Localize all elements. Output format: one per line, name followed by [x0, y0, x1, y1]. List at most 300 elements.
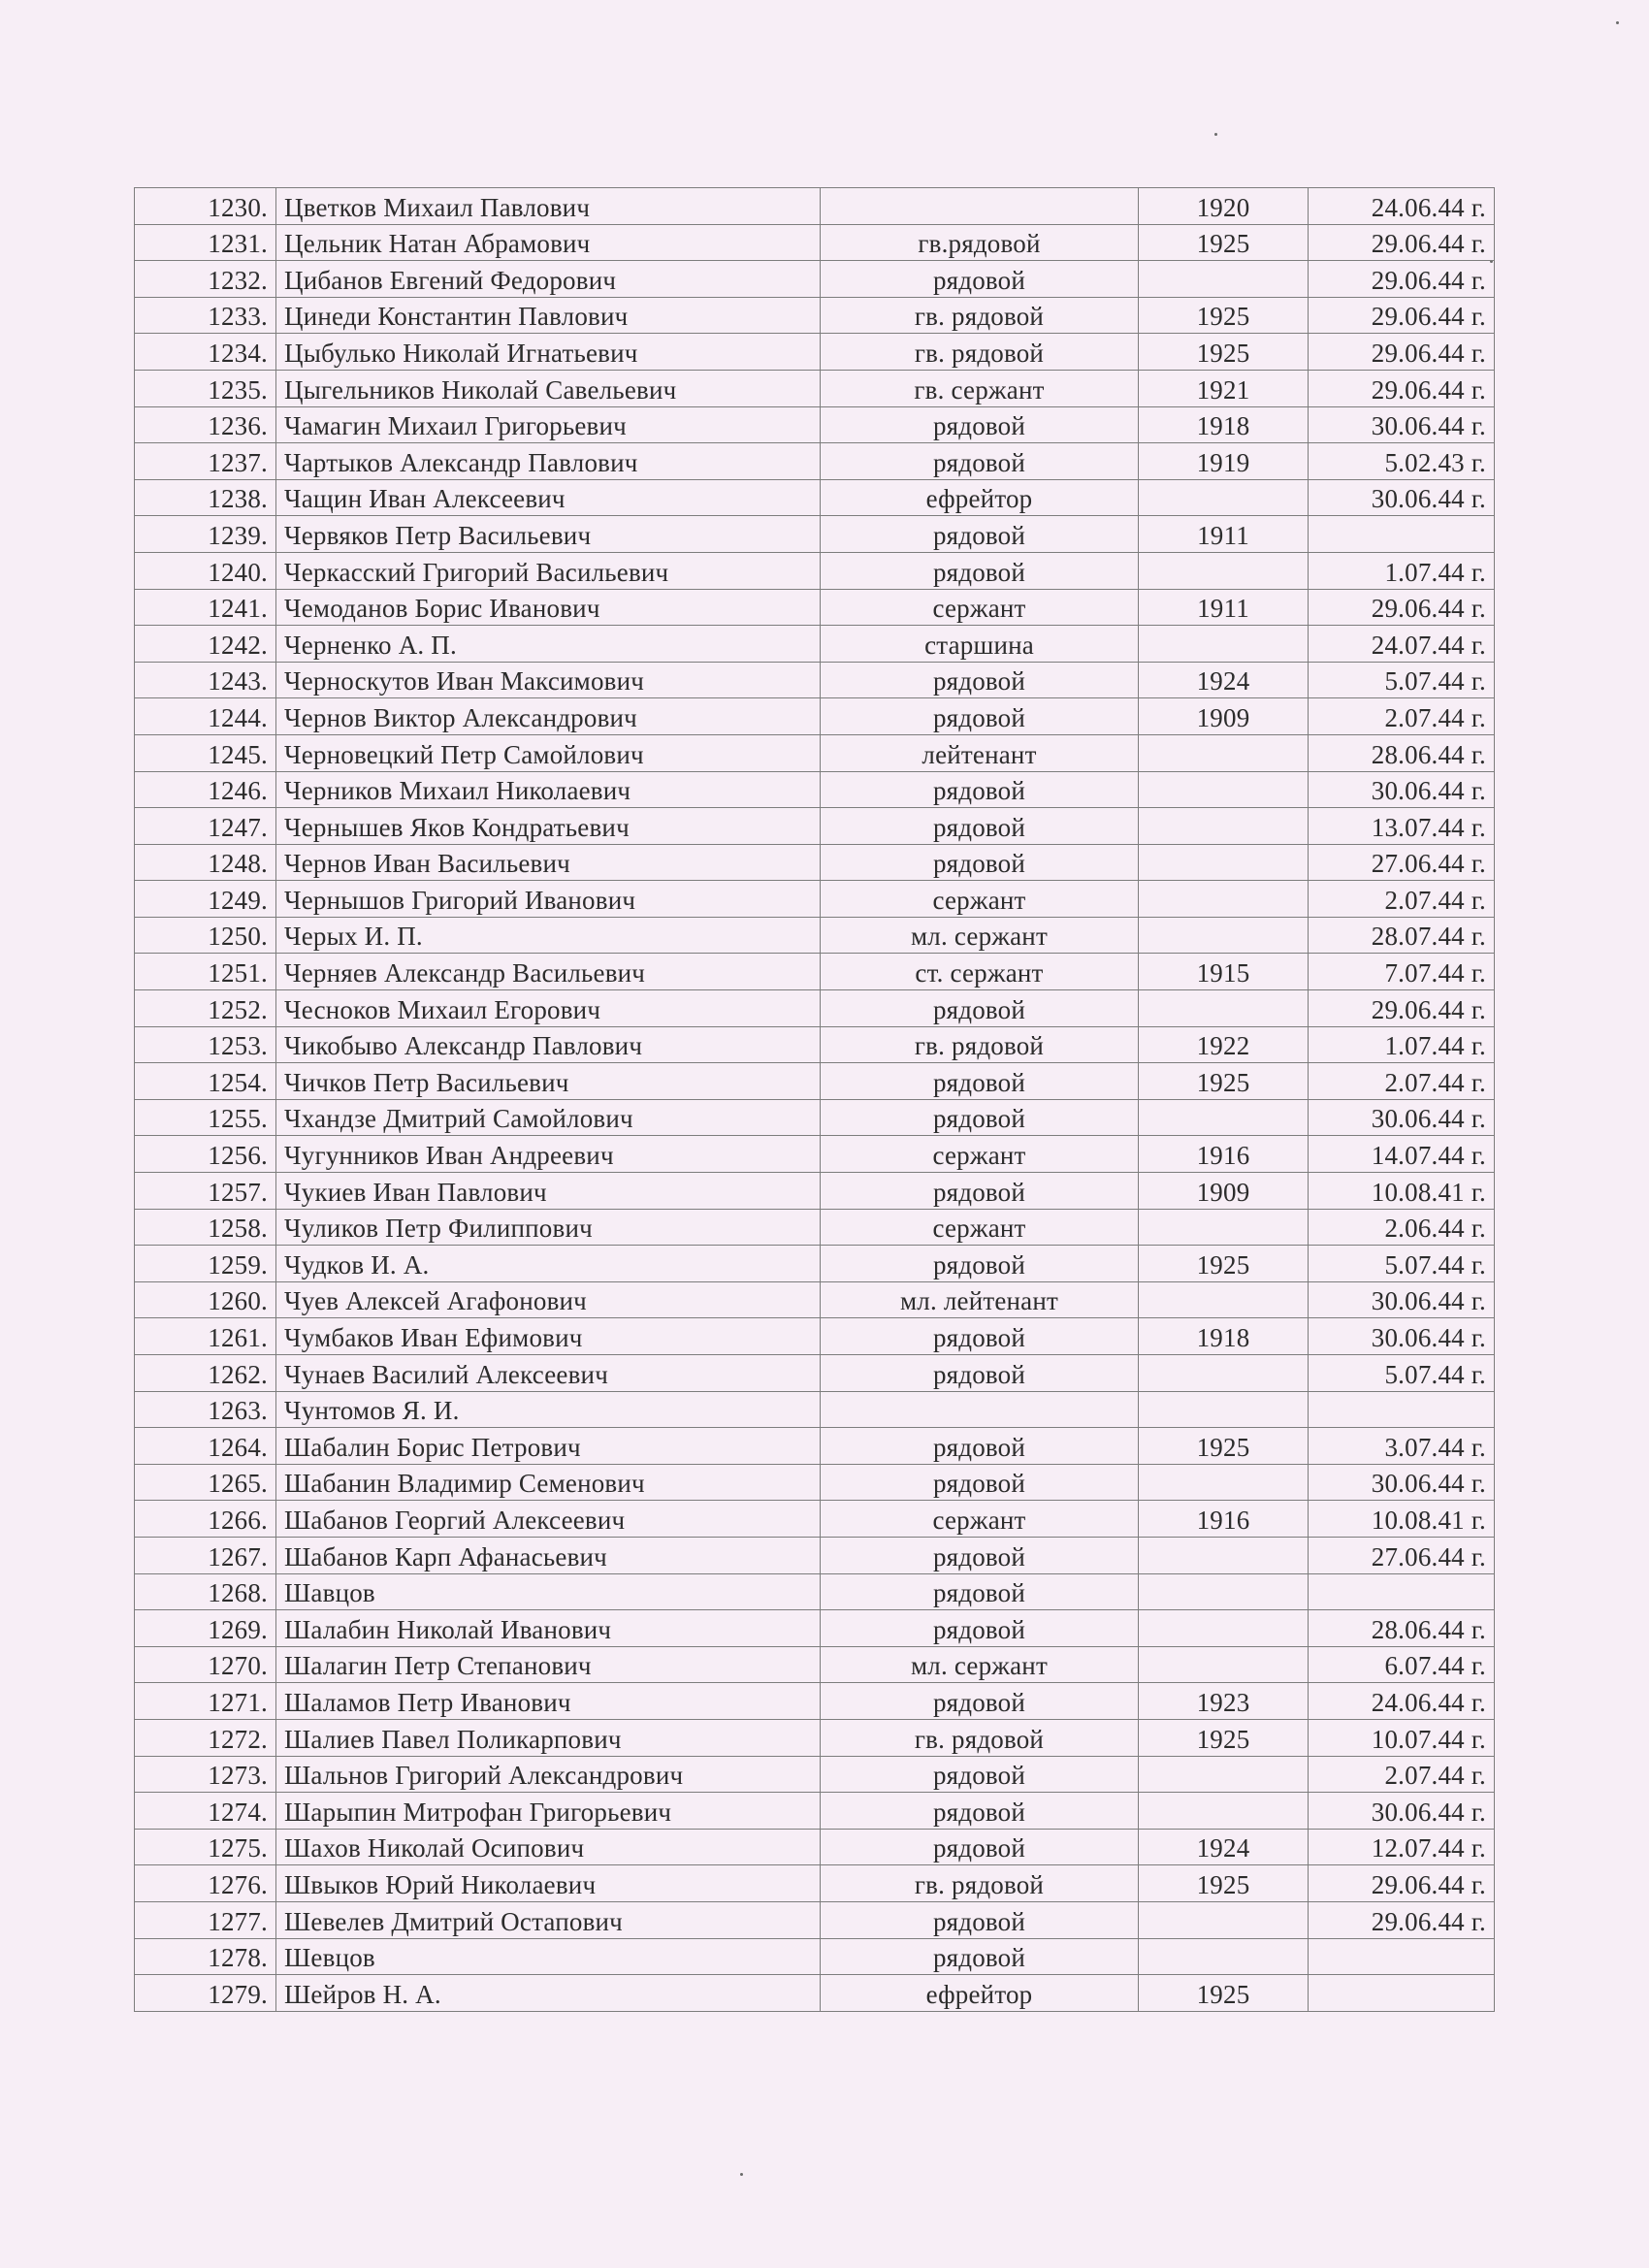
person-name-cell: Чукиев Иван Павлович	[276, 1173, 821, 1210]
record-number-cell: 1266.	[135, 1501, 276, 1538]
birth-year-cell	[1139, 1281, 1309, 1318]
person-name-cell: Шейров Н. А.	[276, 1975, 821, 2012]
person-name-cell: Цибанов Евгений Федорович	[276, 261, 821, 298]
military-rank-cell: рядовой	[821, 443, 1139, 480]
military-rank-cell: гв. рядовой	[821, 1026, 1139, 1063]
birth-year-cell: 1925	[1139, 1246, 1309, 1282]
birth-year-cell	[1139, 808, 1309, 845]
table-row	[135, 1281, 1495, 1318]
event-date-cell	[1309, 516, 1495, 553]
record-number-cell: 1278.	[135, 1938, 276, 1975]
person-name-cell: Цыбулько Николай Игнатьевич	[276, 334, 821, 371]
event-date-cell: 5.07.44 г.	[1309, 662, 1495, 698]
record-number-cell: 1231.	[135, 224, 276, 261]
event-date-cell: 29.06.44 г.	[1309, 370, 1495, 406]
record-number-cell: 1274.	[135, 1793, 276, 1830]
event-date-cell: 30.06.44 г.	[1309, 1281, 1495, 1318]
military-rank-cell: рядовой	[821, 1901, 1139, 1938]
person-name-cell: Чернышов Григорий Иванович	[276, 881, 821, 918]
birth-year-cell: 1924	[1139, 1829, 1309, 1865]
event-date-cell: 10.08.41 г.	[1309, 1501, 1495, 1538]
person-name-cell: Цыгельников Николай Савельевич	[276, 370, 821, 406]
birth-year-cell: 1919	[1139, 443, 1309, 480]
record-number-cell: 1257.	[135, 1173, 276, 1210]
record-number-cell: 1275.	[135, 1829, 276, 1865]
event-date-cell: 27.06.44 г.	[1309, 844, 1495, 881]
event-date-cell: 30.06.44 г.	[1309, 1099, 1495, 1136]
event-date-cell: 29.06.44 г.	[1309, 990, 1495, 1027]
event-date-cell: 24.06.44 г.	[1309, 188, 1495, 225]
military-rank-cell: лейтенант	[821, 734, 1139, 771]
table-row	[135, 406, 1495, 443]
person-name-cell: Швыков Юрий Николаевич	[276, 1865, 821, 1902]
record-number-cell: 1251.	[135, 954, 276, 990]
person-name-cell: Шалабин Николай Иванович	[276, 1610, 821, 1647]
event-date-cell: 2.07.44 г.	[1309, 881, 1495, 918]
record-number-cell: 1263.	[135, 1391, 276, 1428]
birth-year-cell	[1139, 1646, 1309, 1683]
event-date-cell: 2.07.44 г.	[1309, 1063, 1495, 1100]
event-date-cell: 30.06.44 г.	[1309, 1318, 1495, 1355]
event-date-cell: 29.06.44 г.	[1309, 1865, 1495, 1902]
table-row	[135, 1501, 1495, 1538]
birth-year-cell: 1909	[1139, 1173, 1309, 1210]
table-row	[135, 1683, 1495, 1720]
person-name-cell: Чунаев Василий Алексеевич	[276, 1355, 821, 1392]
table-row	[135, 1793, 1495, 1830]
military-rank-cell: рядовой	[821, 1793, 1139, 1830]
record-number-cell: 1248.	[135, 844, 276, 881]
military-rank-cell: гв. рядовой	[821, 334, 1139, 371]
birth-year-cell	[1139, 1756, 1309, 1793]
event-date-cell: 29.06.44 г.	[1309, 224, 1495, 261]
military-rank-cell: старшина	[821, 626, 1139, 663]
event-date-cell: 3.07.44 г.	[1309, 1428, 1495, 1465]
person-name-cell: Червяков Петр Васильевич	[276, 516, 821, 553]
military-rank-cell: гв. рядовой	[821, 297, 1139, 334]
person-name-cell: Чернов Иван Васильевич	[276, 844, 821, 881]
military-rank-cell: рядовой	[821, 1938, 1139, 1975]
birth-year-cell	[1139, 881, 1309, 918]
military-rank-cell: сержант	[821, 1136, 1139, 1173]
event-date-cell: 2.07.44 г.	[1309, 1756, 1495, 1793]
military-rank-cell: рядовой	[821, 1355, 1139, 1392]
table-row	[135, 1063, 1495, 1100]
record-number-cell: 1233.	[135, 297, 276, 334]
event-date-cell: 27.06.44 г.	[1309, 1537, 1495, 1573]
record-number-cell: 1258.	[135, 1209, 276, 1246]
person-name-cell: Цинеди Константин Павлович	[276, 297, 821, 334]
birth-year-cell: 1924	[1139, 662, 1309, 698]
table-row	[135, 1464, 1495, 1501]
person-name-cell: Шабалин Борис Петрович	[276, 1428, 821, 1465]
roster-table	[134, 187, 1495, 2012]
birth-year-cell	[1139, 1537, 1309, 1573]
military-rank-cell: рядовой	[821, 1683, 1139, 1720]
table-row	[135, 1756, 1495, 1793]
event-date-cell: 28.06.44 г.	[1309, 1610, 1495, 1647]
birth-year-cell	[1139, 1793, 1309, 1830]
event-date-cell: 29.06.44 г.	[1309, 1901, 1495, 1938]
event-date-cell: 24.07.44 г.	[1309, 626, 1495, 663]
person-name-cell: Шабанин Владимир Семенович	[276, 1464, 821, 1501]
table-row	[135, 1719, 1495, 1756]
record-number-cell: 1252.	[135, 990, 276, 1027]
birth-year-cell: 1925	[1139, 1865, 1309, 1902]
military-rank-cell: рядовой	[821, 1099, 1139, 1136]
event-date-cell: 1.07.44 г.	[1309, 552, 1495, 589]
birth-year-cell: 1925	[1139, 1975, 1309, 2012]
scan-speck	[1616, 21, 1619, 24]
person-name-cell: Шахов Николай Осипович	[276, 1829, 821, 1865]
military-rank-cell: мл. сержант	[821, 1646, 1139, 1683]
birth-year-cell: 1925	[1139, 334, 1309, 371]
person-name-cell: Черненко А. П.	[276, 626, 821, 663]
person-name-cell: Шавцов	[276, 1573, 821, 1610]
table-row	[135, 844, 1495, 881]
record-number-cell: 1241.	[135, 589, 276, 626]
event-date-cell	[1309, 1975, 1495, 2012]
birth-year-cell: 1911	[1139, 589, 1309, 626]
birth-year-cell	[1139, 844, 1309, 881]
military-rank-cell: сержант	[821, 1501, 1139, 1538]
record-number-cell: 1261.	[135, 1318, 276, 1355]
record-number-cell: 1262.	[135, 1355, 276, 1392]
military-rank-cell: рядовой	[821, 1537, 1139, 1573]
military-rank-cell: рядовой	[821, 662, 1139, 698]
birth-year-cell: 1918	[1139, 406, 1309, 443]
table-row	[135, 662, 1495, 698]
record-number-cell: 1279.	[135, 1975, 276, 2012]
table-row	[135, 771, 1495, 808]
table-row	[135, 297, 1495, 334]
event-date-cell: 30.06.44 г.	[1309, 406, 1495, 443]
record-number-cell: 1253.	[135, 1026, 276, 1063]
person-name-cell: Черновецкий Петр Самойлович	[276, 734, 821, 771]
table-row	[135, 1646, 1495, 1683]
birth-year-cell	[1139, 1099, 1309, 1136]
event-date-cell: 28.06.44 г.	[1309, 734, 1495, 771]
table-row	[135, 1938, 1495, 1975]
table-row	[135, 1136, 1495, 1173]
scan-speck	[1214, 133, 1217, 136]
birth-year-cell	[1139, 1573, 1309, 1610]
birth-year-cell	[1139, 1901, 1309, 1938]
table-row	[135, 370, 1495, 406]
record-number-cell: 1243.	[135, 662, 276, 698]
event-date-cell: 30.06.44 г.	[1309, 1464, 1495, 1501]
military-rank-cell: гв. сержант	[821, 370, 1139, 406]
record-number-cell: 1236.	[135, 406, 276, 443]
record-number-cell: 1244.	[135, 698, 276, 735]
birth-year-cell	[1139, 552, 1309, 589]
table-row	[135, 1573, 1495, 1610]
military-rank-cell: рядовой	[821, 1610, 1139, 1647]
event-date-cell: 6.07.44 г.	[1309, 1646, 1495, 1683]
event-date-cell: 10.08.41 г.	[1309, 1173, 1495, 1210]
person-name-cell: Чикобыво Александр Павлович	[276, 1026, 821, 1063]
military-rank-cell: ст. сержант	[821, 954, 1139, 990]
birth-year-cell: 1921	[1139, 370, 1309, 406]
person-name-cell: Черноскутов Иван Максимович	[276, 662, 821, 698]
birth-year-cell	[1139, 990, 1309, 1027]
record-number-cell: 1249.	[135, 881, 276, 918]
person-name-cell: Чудков И. А.	[276, 1246, 821, 1282]
table-row	[135, 1901, 1495, 1938]
record-number-cell: 1265.	[135, 1464, 276, 1501]
person-name-cell: Цветков Михаил Павлович	[276, 188, 821, 225]
military-rank-cell: рядовой	[821, 698, 1139, 735]
military-rank-cell: сержант	[821, 589, 1139, 626]
table-row	[135, 1026, 1495, 1063]
event-date-cell: 24.06.44 г.	[1309, 1683, 1495, 1720]
table-row	[135, 734, 1495, 771]
table-row	[135, 261, 1495, 298]
person-name-cell: Чуев Алексей Агафонович	[276, 1281, 821, 1318]
person-name-cell: Чесноков Михаил Егорович	[276, 990, 821, 1027]
table-row	[135, 1209, 1495, 1246]
birth-year-cell	[1139, 1464, 1309, 1501]
table-row	[135, 698, 1495, 735]
birth-year-cell	[1139, 771, 1309, 808]
birth-year-cell: 1920	[1139, 188, 1309, 225]
record-number-cell: 1254.	[135, 1063, 276, 1100]
scan-speck	[740, 2173, 743, 2176]
table-row	[135, 808, 1495, 845]
military-rank-cell	[821, 188, 1139, 225]
table-row	[135, 1391, 1495, 1428]
record-number-cell: 1268.	[135, 1573, 276, 1610]
record-number-cell: 1245.	[135, 734, 276, 771]
table-row	[135, 1099, 1495, 1136]
person-name-cell: Шабанов Георгий Алексеевич	[276, 1501, 821, 1538]
birth-year-cell	[1139, 1610, 1309, 1647]
birth-year-cell: 1918	[1139, 1318, 1309, 1355]
military-rank-cell: мл. сержант	[821, 917, 1139, 954]
military-rank-cell: ефрейтор	[821, 479, 1139, 516]
record-number-cell: 1260.	[135, 1281, 276, 1318]
birth-year-cell	[1139, 1209, 1309, 1246]
event-date-cell: 5.07.44 г.	[1309, 1355, 1495, 1392]
birth-year-cell	[1139, 734, 1309, 771]
event-date-cell: 14.07.44 г.	[1309, 1136, 1495, 1173]
birth-year-cell	[1139, 626, 1309, 663]
person-name-cell: Чемоданов Борис Иванович	[276, 589, 821, 626]
person-name-cell: Чунтомов Я. И.	[276, 1391, 821, 1428]
person-name-cell: Шевелев Дмитрий Остапович	[276, 1901, 821, 1938]
table-row	[135, 1318, 1495, 1355]
event-date-cell: 10.07.44 г.	[1309, 1719, 1495, 1756]
person-name-cell: Чхандзе Дмитрий Самойлович	[276, 1099, 821, 1136]
person-name-cell: Черников Михаил Николаевич	[276, 771, 821, 808]
table-row	[135, 990, 1495, 1027]
event-date-cell: 30.06.44 г.	[1309, 771, 1495, 808]
event-date-cell: 5.02.43 г.	[1309, 443, 1495, 480]
birth-year-cell: 1922	[1139, 1026, 1309, 1063]
record-number-cell: 1255.	[135, 1099, 276, 1136]
person-name-cell: Шабанов Карп Афанасьевич	[276, 1537, 821, 1573]
table-row	[135, 1610, 1495, 1647]
person-name-cell: Чугунников Иван Андреевич	[276, 1136, 821, 1173]
birth-year-cell: 1911	[1139, 516, 1309, 553]
person-name-cell: Шевцов	[276, 1938, 821, 1975]
person-name-cell: Чернов Виктор Александрович	[276, 698, 821, 735]
record-number-cell: 1234.	[135, 334, 276, 371]
birth-year-cell: 1909	[1139, 698, 1309, 735]
event-date-cell	[1309, 1573, 1495, 1610]
military-rank-cell: рядовой	[821, 261, 1139, 298]
event-date-cell: 2.07.44 г.	[1309, 698, 1495, 735]
person-name-cell: Шалагин Петр Степанович	[276, 1646, 821, 1683]
military-rank-cell: рядовой	[821, 1428, 1139, 1465]
event-date-cell: 29.06.44 г.	[1309, 297, 1495, 334]
person-name-cell: Чуликов Петр Филиппович	[276, 1209, 821, 1246]
event-date-cell: 7.07.44 г.	[1309, 954, 1495, 990]
person-name-cell: Чумбаков Иван Ефимович	[276, 1318, 821, 1355]
military-rank-cell: сержант	[821, 881, 1139, 918]
record-number-cell: 1246.	[135, 771, 276, 808]
military-rank-cell: рядовой	[821, 1318, 1139, 1355]
person-name-cell: Шаламов Петр Иванович	[276, 1683, 821, 1720]
birth-year-cell	[1139, 917, 1309, 954]
military-rank-cell: сержант	[821, 1209, 1139, 1246]
record-number-cell: 1237.	[135, 443, 276, 480]
table-row	[135, 188, 1495, 225]
record-number-cell: 1276.	[135, 1865, 276, 1902]
person-name-cell: Чащин Иван Алексеевич	[276, 479, 821, 516]
table-row	[135, 1975, 1495, 2012]
table-row	[135, 917, 1495, 954]
event-date-cell: 30.06.44 г.	[1309, 1793, 1495, 1830]
table-row	[135, 1537, 1495, 1573]
military-rank-cell: рядовой	[821, 1756, 1139, 1793]
military-rank-cell: рядовой	[821, 1573, 1139, 1610]
table-row	[135, 881, 1495, 918]
event-date-cell	[1309, 1391, 1495, 1428]
birth-year-cell: 1925	[1139, 1063, 1309, 1100]
table-row	[135, 1173, 1495, 1210]
person-name-cell: Шальнов Григорий Александрович	[276, 1756, 821, 1793]
table-row	[135, 334, 1495, 371]
table-row	[135, 1355, 1495, 1392]
birth-year-cell: 1925	[1139, 297, 1309, 334]
person-name-cell: Чичков Петр Васильевич	[276, 1063, 821, 1100]
record-number-cell: 1272.	[135, 1719, 276, 1756]
table-row	[135, 589, 1495, 626]
record-number-cell: 1271.	[135, 1683, 276, 1720]
event-date-cell: 30.06.44 г.	[1309, 479, 1495, 516]
table-row	[135, 224, 1495, 261]
record-number-cell: 1277.	[135, 1901, 276, 1938]
birth-year-cell	[1139, 479, 1309, 516]
table-row	[135, 443, 1495, 480]
event-date-cell: 29.06.44 г.	[1309, 334, 1495, 371]
military-rank-cell	[821, 1391, 1139, 1428]
table-row	[135, 516, 1495, 553]
person-name-cell: Черых И. П.	[276, 917, 821, 954]
person-name-cell: Чамагин Михаил Григорьевич	[276, 406, 821, 443]
military-rank-cell: рядовой	[821, 406, 1139, 443]
person-name-cell: Чернышев Яков Кондратьевич	[276, 808, 821, 845]
event-date-cell: 13.07.44 г.	[1309, 808, 1495, 845]
military-rank-cell: рядовой	[821, 1173, 1139, 1210]
table-row	[135, 1829, 1495, 1865]
military-rank-cell: рядовой	[821, 1829, 1139, 1865]
military-rank-cell: рядовой	[821, 990, 1139, 1027]
birth-year-cell	[1139, 1938, 1309, 1975]
military-rank-cell: рядовой	[821, 844, 1139, 881]
birth-year-cell: 1925	[1139, 1428, 1309, 1465]
military-rank-cell: рядовой	[821, 808, 1139, 845]
person-name-cell: Шарыпин Митрофан Григорьевич	[276, 1793, 821, 1830]
birth-year-cell: 1923	[1139, 1683, 1309, 1720]
person-name-cell: Чартыков Александр Павлович	[276, 443, 821, 480]
event-date-cell: 29.06.44 г.	[1309, 589, 1495, 626]
birth-year-cell: 1925	[1139, 1719, 1309, 1756]
record-number-cell: 1247.	[135, 808, 276, 845]
event-date-cell: 5.07.44 г.	[1309, 1246, 1495, 1282]
person-name-cell: Шалиев Павел Поликарпович	[276, 1719, 821, 1756]
event-date-cell	[1309, 1938, 1495, 1975]
table-row	[135, 1865, 1495, 1902]
event-date-cell: 2.06.44 г.	[1309, 1209, 1495, 1246]
military-rank-cell: рядовой	[821, 1246, 1139, 1282]
military-rank-cell: гв.рядовой	[821, 224, 1139, 261]
record-number-cell: 1230.	[135, 188, 276, 225]
birth-year-cell	[1139, 1355, 1309, 1392]
birth-year-cell: 1915	[1139, 954, 1309, 990]
record-number-cell: 1235.	[135, 370, 276, 406]
military-rank-cell: рядовой	[821, 516, 1139, 553]
birth-year-cell	[1139, 1391, 1309, 1428]
record-number-cell: 1270.	[135, 1646, 276, 1683]
military-rank-cell: мл. лейтенант	[821, 1281, 1139, 1318]
birth-year-cell	[1139, 261, 1309, 298]
person-name-cell: Черкасский Григорий Васильевич	[276, 552, 821, 589]
birth-year-cell: 1925	[1139, 224, 1309, 261]
birth-year-cell: 1916	[1139, 1501, 1309, 1538]
table-row	[135, 552, 1495, 589]
table-row	[135, 954, 1495, 990]
table-row	[135, 479, 1495, 516]
event-date-cell: 12.07.44 г.	[1309, 1829, 1495, 1865]
table-row	[135, 1246, 1495, 1282]
person-name-cell: Черняев Александр Васильевич	[276, 954, 821, 990]
military-rank-cell: гв. рядовой	[821, 1865, 1139, 1902]
military-rank-cell: ефрейтор	[821, 1975, 1139, 2012]
table-row	[135, 1428, 1495, 1465]
record-number-cell: 1256.	[135, 1136, 276, 1173]
record-number-cell: 1250.	[135, 917, 276, 954]
record-number-cell: 1242.	[135, 626, 276, 663]
record-number-cell: 1264.	[135, 1428, 276, 1465]
military-rank-cell: гв. рядовой	[821, 1719, 1139, 1756]
record-number-cell: 1240.	[135, 552, 276, 589]
roster-table-body	[135, 188, 1495, 2012]
birth-year-cell: 1916	[1139, 1136, 1309, 1173]
event-date-cell: 28.07.44 г.	[1309, 917, 1495, 954]
military-rank-cell: рядовой	[821, 552, 1139, 589]
table-row	[135, 626, 1495, 663]
record-number-cell: 1239.	[135, 516, 276, 553]
record-number-cell: 1259.	[135, 1246, 276, 1282]
military-rank-cell: рядовой	[821, 1063, 1139, 1100]
record-number-cell: 1269.	[135, 1610, 276, 1647]
event-date-cell: 29.06.44 г.	[1309, 261, 1495, 298]
event-date-cell: 1.07.44 г.	[1309, 1026, 1495, 1063]
record-number-cell: 1238.	[135, 479, 276, 516]
military-rank-cell: рядовой	[821, 771, 1139, 808]
